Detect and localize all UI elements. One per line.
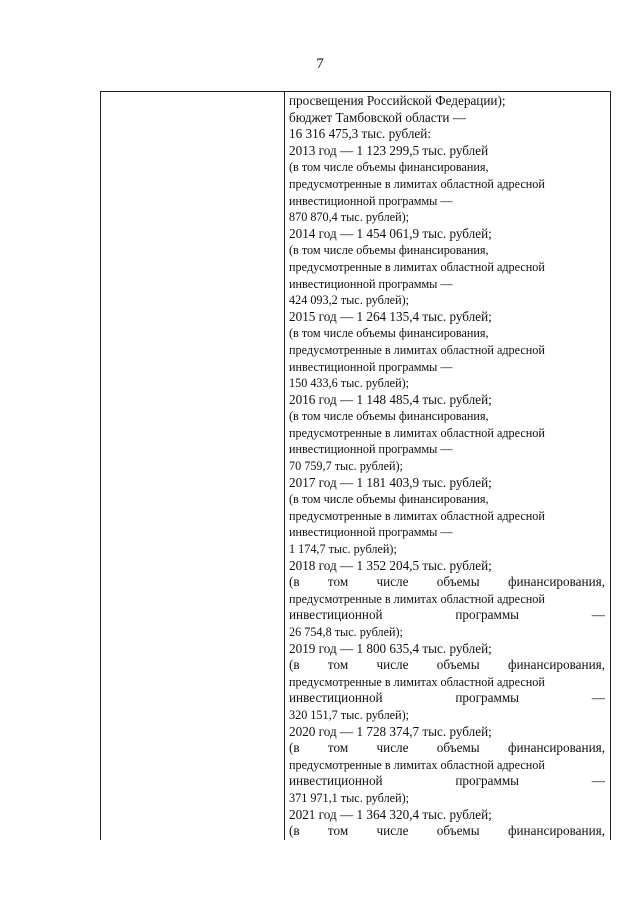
text-line: предусмотренные в лимитах областной адресной xyxy=(289,259,545,274)
text-line: 1 174,7 тыс. рублей); xyxy=(289,542,397,557)
text-line: предусмотренные в лимитах областной адресной xyxy=(289,342,545,357)
text-line: (в том числе объемы финансирования, xyxy=(289,657,605,673)
text-line: 70 759,7 тыс. рублей); xyxy=(289,459,403,474)
text-line: (в том числе объемы финансирования, xyxy=(289,326,489,341)
financing-description-cell xyxy=(289,93,605,840)
text-line: 2019 год — 1 800 635,4 тыс. рублей; xyxy=(289,640,492,656)
text-line: предусмотренные в лимитах областной адресной xyxy=(289,508,545,523)
text-line: 424 093,2 тыс. рублей); xyxy=(289,293,410,308)
text-line: предусмотренные в лимитах областной адресной xyxy=(289,176,545,191)
text-line: (в том числе объемы финансирования, xyxy=(289,823,605,839)
text-line: предусмотренные в лимитах областной адресной xyxy=(289,425,545,440)
text-line: 371 971,1 тыс. рублей); xyxy=(289,790,410,805)
text-line: (в том числе объемы финансирования, xyxy=(289,409,489,424)
text-line: 320 151,7 тыс. рублей); xyxy=(289,707,410,722)
text-line: инвестиционной программы — xyxy=(289,276,453,291)
text-line: (в том числе объемы финансирования, xyxy=(289,492,489,507)
text-line: 2014 год — 1 454 061,9 тыс. рублей; xyxy=(289,225,492,241)
text-line: инвестиционной программы — xyxy=(289,690,605,706)
text-line: (в том числе объемы финансирования, xyxy=(289,574,605,590)
page-number: 7 xyxy=(316,56,324,72)
text-line: предусмотренные в лимитах областной адресной xyxy=(289,591,545,606)
text-line: просвещения Российской Федерации); xyxy=(289,93,506,108)
column-divider xyxy=(284,91,285,840)
text-line: инвестиционной программы — xyxy=(289,442,453,457)
text-line: инвестиционной программы — xyxy=(289,607,605,623)
text-line: (в том числе объемы финансирования, xyxy=(289,160,489,175)
text-line: инвестиционной программы — xyxy=(289,525,453,540)
text-line: 2015 год — 1 264 135,4 тыс. рублей; xyxy=(289,308,492,324)
text-line: 26 754,8 тыс. рублей); xyxy=(289,625,403,639)
text-line: бюджет Тамбовской области — xyxy=(289,109,466,125)
text-line: (в том числе объемы финансирования, xyxy=(289,740,605,756)
text-line: инвестиционной программы — xyxy=(289,773,605,789)
text-line: 16 316 475,3 тыс. рублей: xyxy=(289,126,431,142)
text-line: инвестиционной программы — xyxy=(289,359,453,374)
text-line: предусмотренные в лимитах областной адресной xyxy=(289,757,545,772)
text-line: 870 870,4 тыс. рублей); xyxy=(289,210,410,225)
text-line: предусмотренные в лимитах областной адресной xyxy=(289,674,545,689)
text-line: 2013 год — 1 123 299,5 тыс. рублей xyxy=(289,142,489,158)
text-line: 2021 год — 1 364 320,4 тыс. рублей; xyxy=(289,806,492,822)
text-line: инвестиционной программы — xyxy=(289,193,453,208)
text-line: 2016 год — 1 148 485,4 тыс. рублей; xyxy=(289,391,492,407)
text-line: (в том числе объемы финансирования, xyxy=(289,243,489,258)
text-line: 2020 год — 1 728 374,7 тыс. рублей; xyxy=(289,723,492,739)
text-line: 150 433,6 тыс. рублей); xyxy=(289,376,410,391)
text-line: 2018 год — 1 352 204,5 тыс. рублей; xyxy=(289,557,492,573)
text-line: 2017 год — 1 181 403,9 тыс. рублей; xyxy=(289,474,492,490)
